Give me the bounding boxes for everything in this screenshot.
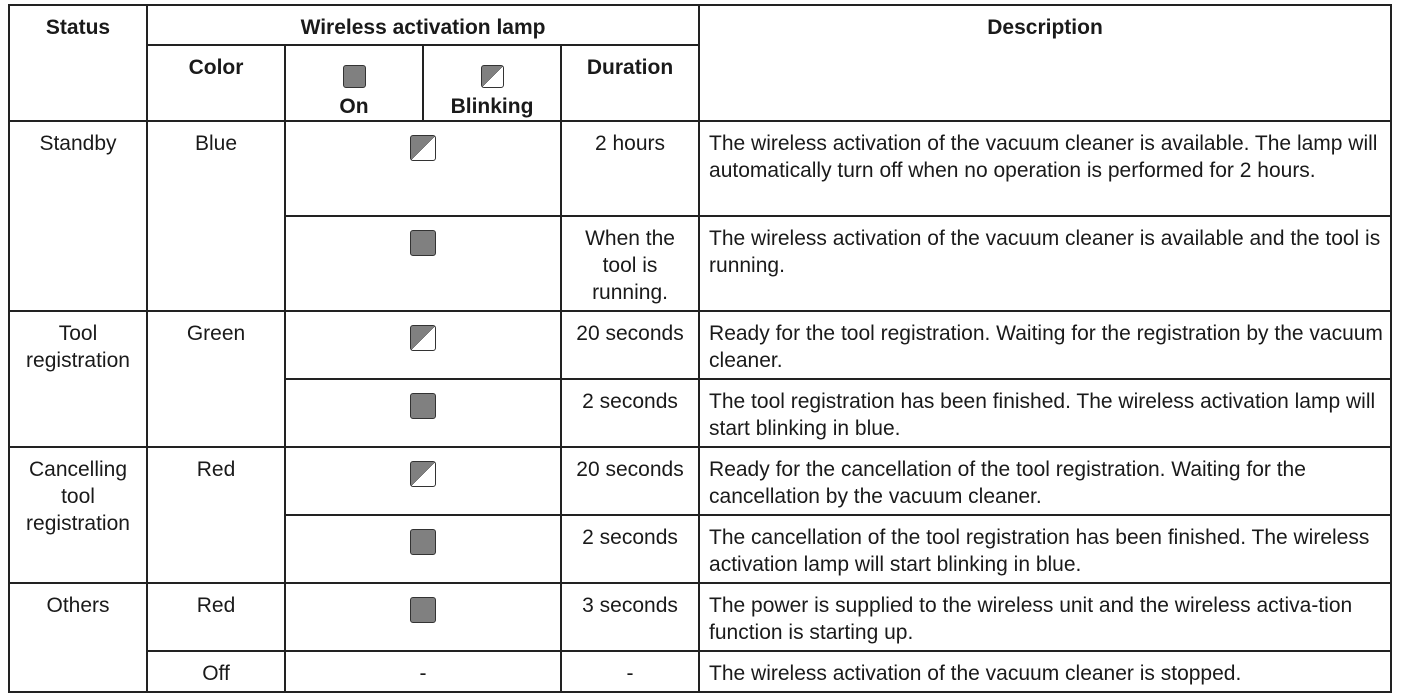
description-cell: Ready for the tool registration. Waiting for the registration by the vacuum cleaner. [699, 311, 1391, 379]
lamp-cell [285, 583, 561, 651]
color-cell: Red [147, 447, 285, 583]
lamp-cell [285, 515, 561, 583]
color-cell: Green [147, 311, 285, 447]
description-cell: The cancellation of the tool registration has been finished. The wireless activation lamp will start blinking in blue. [699, 515, 1391, 583]
lamp-on-icon [410, 597, 436, 623]
description-cell: The tool registration has been finished. The wireless activation lamp will start blinking in blue. [699, 379, 1391, 447]
lamp-cell [285, 447, 561, 515]
duration-cell: 20 seconds [561, 311, 699, 379]
duration-cell: 2 hours [561, 121, 699, 216]
duration-cell: 3 seconds [561, 583, 699, 651]
header-blinking [423, 45, 561, 121]
header-description: Description [699, 5, 1391, 121]
lamp-cell [285, 379, 561, 447]
duration-cell: 2 seconds [561, 515, 699, 583]
lamp-cell [285, 216, 561, 311]
description-cell: The wireless activation of the vacuum cleaner is available and the tool is running. [699, 216, 1391, 311]
header-status: Status [9, 5, 147, 121]
duration-cell: When the tool is running. [561, 216, 699, 311]
duration-cell: - [561, 651, 699, 692]
status-cell: Standby [9, 121, 147, 311]
color-cell: Off [147, 651, 285, 692]
lamp-on-icon [343, 65, 366, 88]
duration-cell: 2 seconds [561, 379, 699, 447]
color-cell: Red [147, 583, 285, 651]
table-row [9, 121, 1391, 216]
table-row [9, 447, 1391, 515]
description-cell: The wireless activation of the vacuum cleaner is available. The lamp will automatically turn off when no operation is performed for 2 hours. [699, 121, 1391, 216]
status-cell: Others [9, 583, 147, 692]
lamp-blinking-icon [481, 65, 504, 88]
table-row [9, 583, 1391, 651]
lamp-on-icon [410, 393, 436, 419]
table-row [9, 651, 1391, 692]
header-on-label: On [339, 95, 369, 118]
status-cell: Tool registration [9, 311, 147, 447]
header-row-1 [9, 5, 1391, 45]
duration-cell: 20 seconds [561, 447, 699, 515]
lamp-blinking-icon [410, 461, 436, 487]
status-cell: Cancelling tool registration [9, 447, 147, 583]
lamp-cell [285, 311, 561, 379]
header-on [285, 45, 423, 121]
color-cell: Blue [147, 121, 285, 311]
lamp-on-icon [410, 529, 436, 555]
header-blinking-label: Blinking [450, 95, 534, 118]
description-cell: The wireless activation of the vacuum cleaner is stopped. [699, 651, 1391, 692]
lamp-status-table [8, 4, 1392, 693]
lamp-blinking-icon [410, 325, 436, 351]
lamp-cell [285, 121, 561, 216]
table-row [9, 311, 1391, 379]
lamp-table-container [8, 4, 1392, 693]
lamp-blinking-icon [410, 135, 436, 161]
description-cell: Ready for the cancellation of the tool registration. Waiting for the cancellation by the vacuum cleaner. [699, 447, 1391, 515]
lamp-cell: - [285, 651, 561, 692]
header-lamp: Wireless activation lamp [147, 5, 699, 45]
description-cell: The power is supplied to the wireless unit and the wireless activa-tion function is starting up. [699, 583, 1391, 651]
header-color: Color [147, 45, 285, 121]
lamp-on-icon [410, 230, 436, 256]
header-duration: Duration [561, 45, 699, 121]
